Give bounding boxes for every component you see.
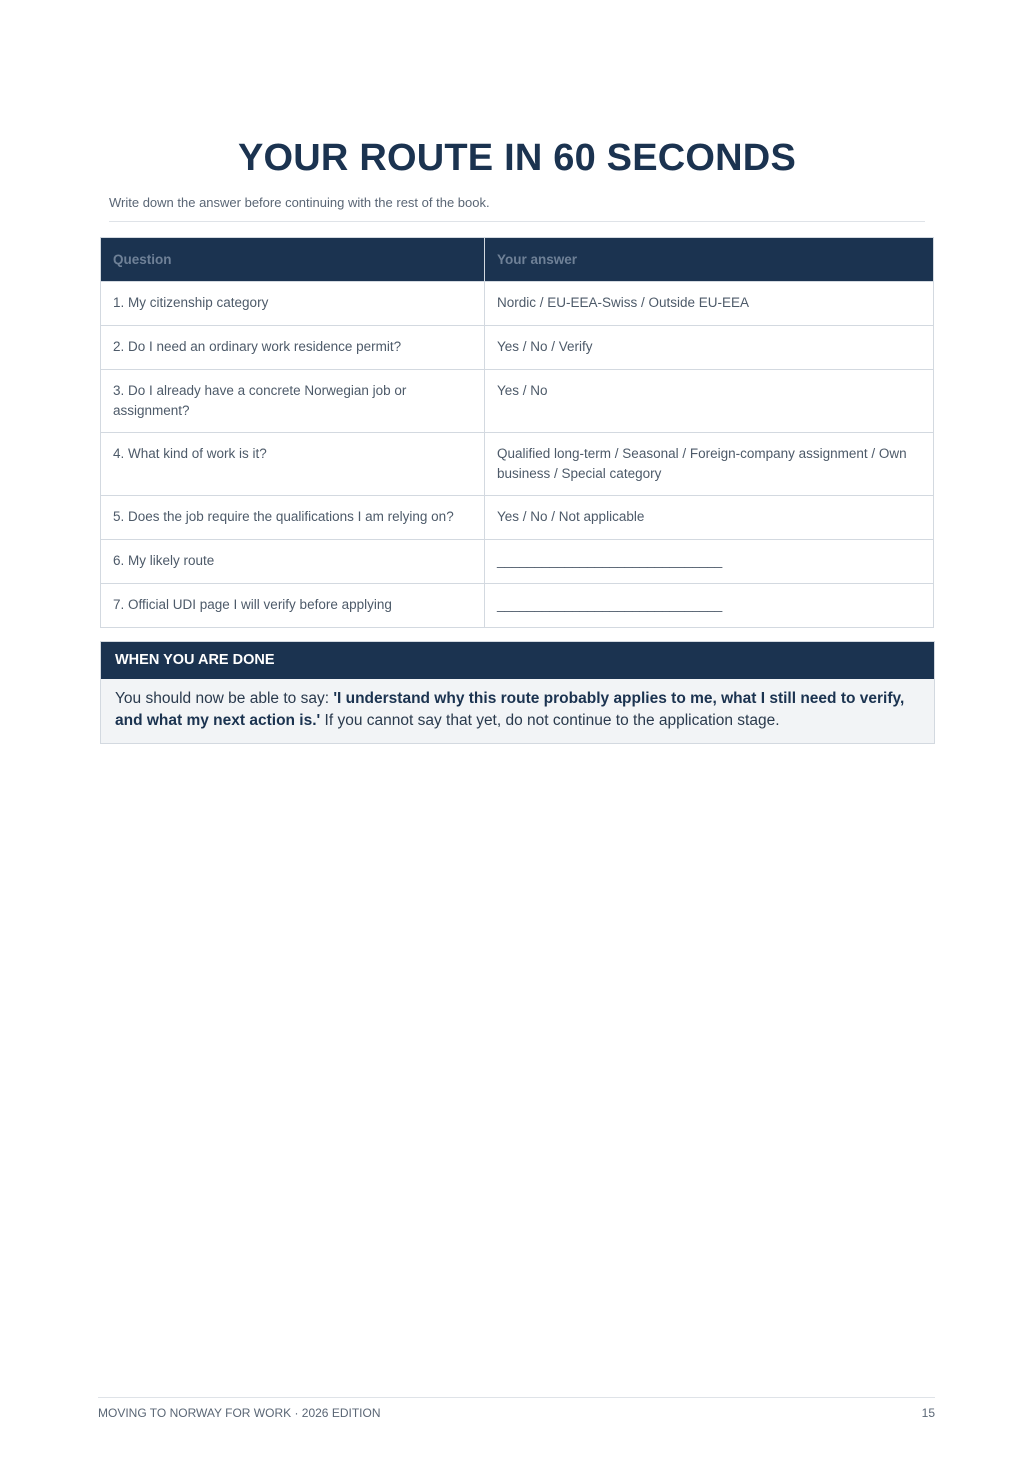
table-row bbox=[101, 282, 934, 326]
column-header-question: Question bbox=[101, 238, 485, 282]
when-done-callout bbox=[100, 641, 935, 744]
question-cell: 6. My likely route bbox=[101, 540, 485, 584]
page-footer bbox=[98, 1397, 935, 1420]
question-cell: 3. Do I already have a concrete Norwegian job or assignment? bbox=[101, 370, 485, 433]
table-row bbox=[101, 326, 934, 370]
table-row bbox=[101, 433, 934, 496]
page-title: YOUR ROUTE IN 60 SECONDS bbox=[237, 137, 796, 179]
answer-blank-line: ______________________________ bbox=[485, 540, 934, 584]
answer-cell: Yes / No bbox=[485, 370, 934, 433]
route-answer-table bbox=[100, 237, 934, 628]
question-cell: 5. Does the job require the qualifications I am relying on? bbox=[101, 496, 485, 540]
question-cell: 2. Do I need an ordinary work residence permit? bbox=[101, 326, 485, 370]
answer-blank-line: ______________________________ bbox=[485, 584, 934, 628]
question-cell: 4. What kind of work is it? bbox=[101, 433, 485, 496]
table-header-row bbox=[101, 238, 934, 282]
table-row bbox=[101, 496, 934, 540]
answer-cell: Yes / No / Not applicable bbox=[485, 496, 934, 540]
answer-cell: Nordic / EU-EEA-Swiss / Outside EU-EEA bbox=[485, 282, 934, 326]
page-subtitle: Write down the answer before continuing with the rest of the book. bbox=[109, 195, 925, 222]
question-cell: 7. Official UDI page I will verify before applying bbox=[101, 584, 485, 628]
footer-book-title: MOVING TO NORWAY FOR WORK · 2026 EDITION bbox=[98, 1406, 381, 1420]
callout-text-after: If you cannot say that yet, do not continue to the application stage. bbox=[320, 712, 780, 729]
question-cell: 1. My citizenship category bbox=[101, 282, 485, 326]
callout-quote: 'I understand why this route probably applies to me, what I still need to verify, and what my next action is.' bbox=[115, 690, 905, 729]
table-row bbox=[101, 370, 934, 433]
table-row bbox=[101, 584, 934, 628]
page-number: 15 bbox=[921, 1406, 935, 1420]
column-header-answer: Your answer bbox=[485, 238, 934, 282]
callout-body bbox=[101, 679, 934, 743]
callout-text-before: You should now be able to say: bbox=[115, 690, 334, 707]
table-row bbox=[101, 540, 934, 584]
answer-cell: Yes / No / Verify bbox=[485, 326, 934, 370]
answer-cell: Qualified long-term / Seasonal / Foreign-company assignment / Own business / Special category bbox=[485, 433, 934, 496]
callout-header: WHEN YOU ARE DONE bbox=[101, 642, 934, 679]
